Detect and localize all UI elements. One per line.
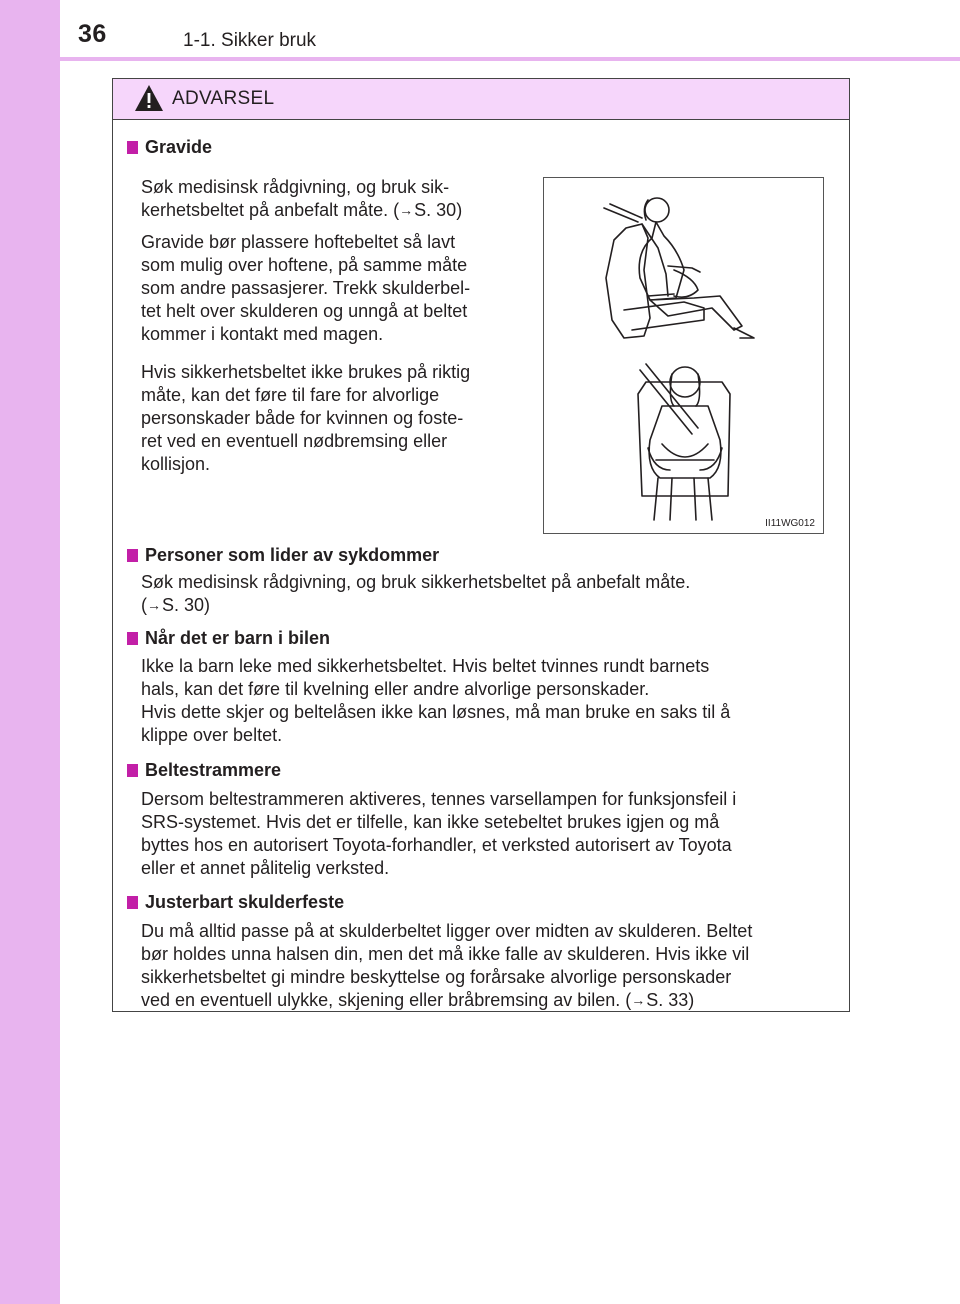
header-rule bbox=[60, 57, 960, 61]
paragraph bbox=[141, 176, 518, 222]
section-heading-skulderfeste bbox=[127, 892, 344, 913]
text-line: Søk medisinsk rådgivning, og bruk sik- bbox=[141, 177, 450, 197]
section-heading-beltestrammere bbox=[127, 760, 281, 781]
text: kerhetsbeltet på anbefalt måte. ( bbox=[141, 200, 400, 220]
text-line: Hvis sikkerhetsbeltet ikke brukes på riktig bbox=[141, 362, 471, 382]
text: ) bbox=[456, 200, 463, 220]
side-tab-band bbox=[0, 0, 60, 1304]
square-bullet-icon bbox=[127, 764, 138, 777]
paragraph bbox=[141, 361, 518, 476]
paragraph bbox=[141, 655, 828, 747]
text-line: Ikke la barn leke med sikkerhetsbeltet. Hvis beltet tvinnes rundt barnets bbox=[141, 656, 710, 676]
section-heading-text: Personer som lider av sykdommer bbox=[145, 545, 440, 565]
text-line: hals, kan det føre til kvelning eller andre alvorlige personskader. bbox=[141, 679, 650, 699]
warning-box bbox=[112, 78, 850, 1012]
text-line: eller et annet pålitelig verksted. bbox=[141, 858, 390, 878]
text-line: ret ved en eventuell nødbremsing eller bbox=[141, 431, 448, 451]
warning-triangle-icon bbox=[134, 84, 164, 112]
pregnant-woman-seated-drawing bbox=[544, 178, 823, 533]
text: ) bbox=[688, 990, 695, 1010]
text-line-with-ref bbox=[141, 594, 828, 617]
page-ref-link[interactable]: S. 33 bbox=[646, 990, 689, 1010]
text-line: Gravide bør plassere hoftebeltet så lavt bbox=[141, 232, 456, 252]
page-ref-link[interactable]: S. 30 bbox=[414, 200, 457, 220]
paragraph bbox=[141, 788, 828, 880]
text-line: som andre passasjerer. Trekk skulderbel- bbox=[141, 278, 471, 298]
square-bullet-icon bbox=[127, 549, 138, 562]
paragraph bbox=[141, 920, 828, 1012]
text-line: som mulig over hoftene, på samme måte bbox=[141, 255, 468, 275]
text-line: bør holdes unna halsen din, men det må ikke falle av skulderen. Hvis ikke vil bbox=[141, 944, 750, 964]
text-line: Hvis dette skjer og beltelåsen ikke kan løsnes, må man bruke en saks til å bbox=[141, 702, 731, 722]
warning-header bbox=[113, 79, 849, 120]
text-line: kollisjon. bbox=[141, 454, 211, 474]
section-title: 1-1. Sikker bruk bbox=[183, 30, 317, 51]
text-line: SRS-systemet. Hvis det er tilfelle, kan ikke setebeltet brukes igjen og må bbox=[141, 812, 720, 832]
text-line: Du må alltid passe på at skulderbeltet ligger over midten av skulderen. Beltet bbox=[141, 921, 753, 941]
text-line: sikkerhetsbeltet gi mindre beskyttelse og forårsake alvorlige personskader bbox=[141, 967, 732, 987]
page-ref-link[interactable]: S. 30 bbox=[162, 595, 205, 615]
arrow-right-icon: → bbox=[631, 992, 646, 1008]
arrow-right-icon: → bbox=[147, 597, 161, 613]
text: ) bbox=[204, 595, 211, 615]
section-heading-text: Justerbart skulderfeste bbox=[145, 892, 345, 912]
text-line: kommer i kontakt med magen. bbox=[141, 324, 384, 344]
text-line-with-ref bbox=[141, 989, 828, 1012]
text-line: Dersom beltestrammeren aktiveres, tennes varsellampen for funksjonsfeil i bbox=[141, 789, 737, 809]
text: ( bbox=[141, 595, 147, 615]
warning-title: ADVARSEL bbox=[172, 88, 275, 109]
section-heading-gravide bbox=[127, 137, 212, 158]
text-line-with-ref bbox=[141, 199, 518, 222]
paragraph bbox=[141, 231, 518, 346]
text-line: måte, kan det føre til fare for alvorlige bbox=[141, 385, 440, 405]
text-line: Søk medisinsk rådgivning, og bruk sikkerhetsbeltet på anbefalt måte. bbox=[141, 572, 691, 592]
section-heading-text: Når det er barn i bilen bbox=[145, 628, 331, 648]
paragraph bbox=[141, 571, 828, 617]
text-line: byttes hos en autorisert Toyota-forhandler, et verksted autorisert av Toyota bbox=[141, 835, 732, 855]
text-line: personskader både for kvinnen og foste- bbox=[141, 408, 464, 428]
section-heading-text: Beltestrammere bbox=[145, 760, 282, 780]
text-line: klippe over beltet. bbox=[141, 725, 283, 745]
pregnant-seatbelt-illustration bbox=[543, 177, 824, 534]
text: ved en eventuell ulykke, skjening eller bråbremsing av bilen. ( bbox=[141, 990, 632, 1010]
section-heading-barn bbox=[127, 628, 330, 649]
section-heading-sykdommer bbox=[127, 545, 439, 566]
square-bullet-icon bbox=[127, 632, 138, 645]
page-number: 36 bbox=[78, 20, 107, 48]
square-bullet-icon bbox=[127, 141, 138, 154]
section-heading-text: Gravide bbox=[145, 137, 213, 157]
text-line: tet helt over skulderen og unngå at beltet bbox=[141, 301, 468, 321]
square-bullet-icon bbox=[127, 896, 138, 909]
arrow-right-icon: → bbox=[399, 202, 414, 218]
illustration-code: II11WG012 bbox=[765, 518, 815, 529]
